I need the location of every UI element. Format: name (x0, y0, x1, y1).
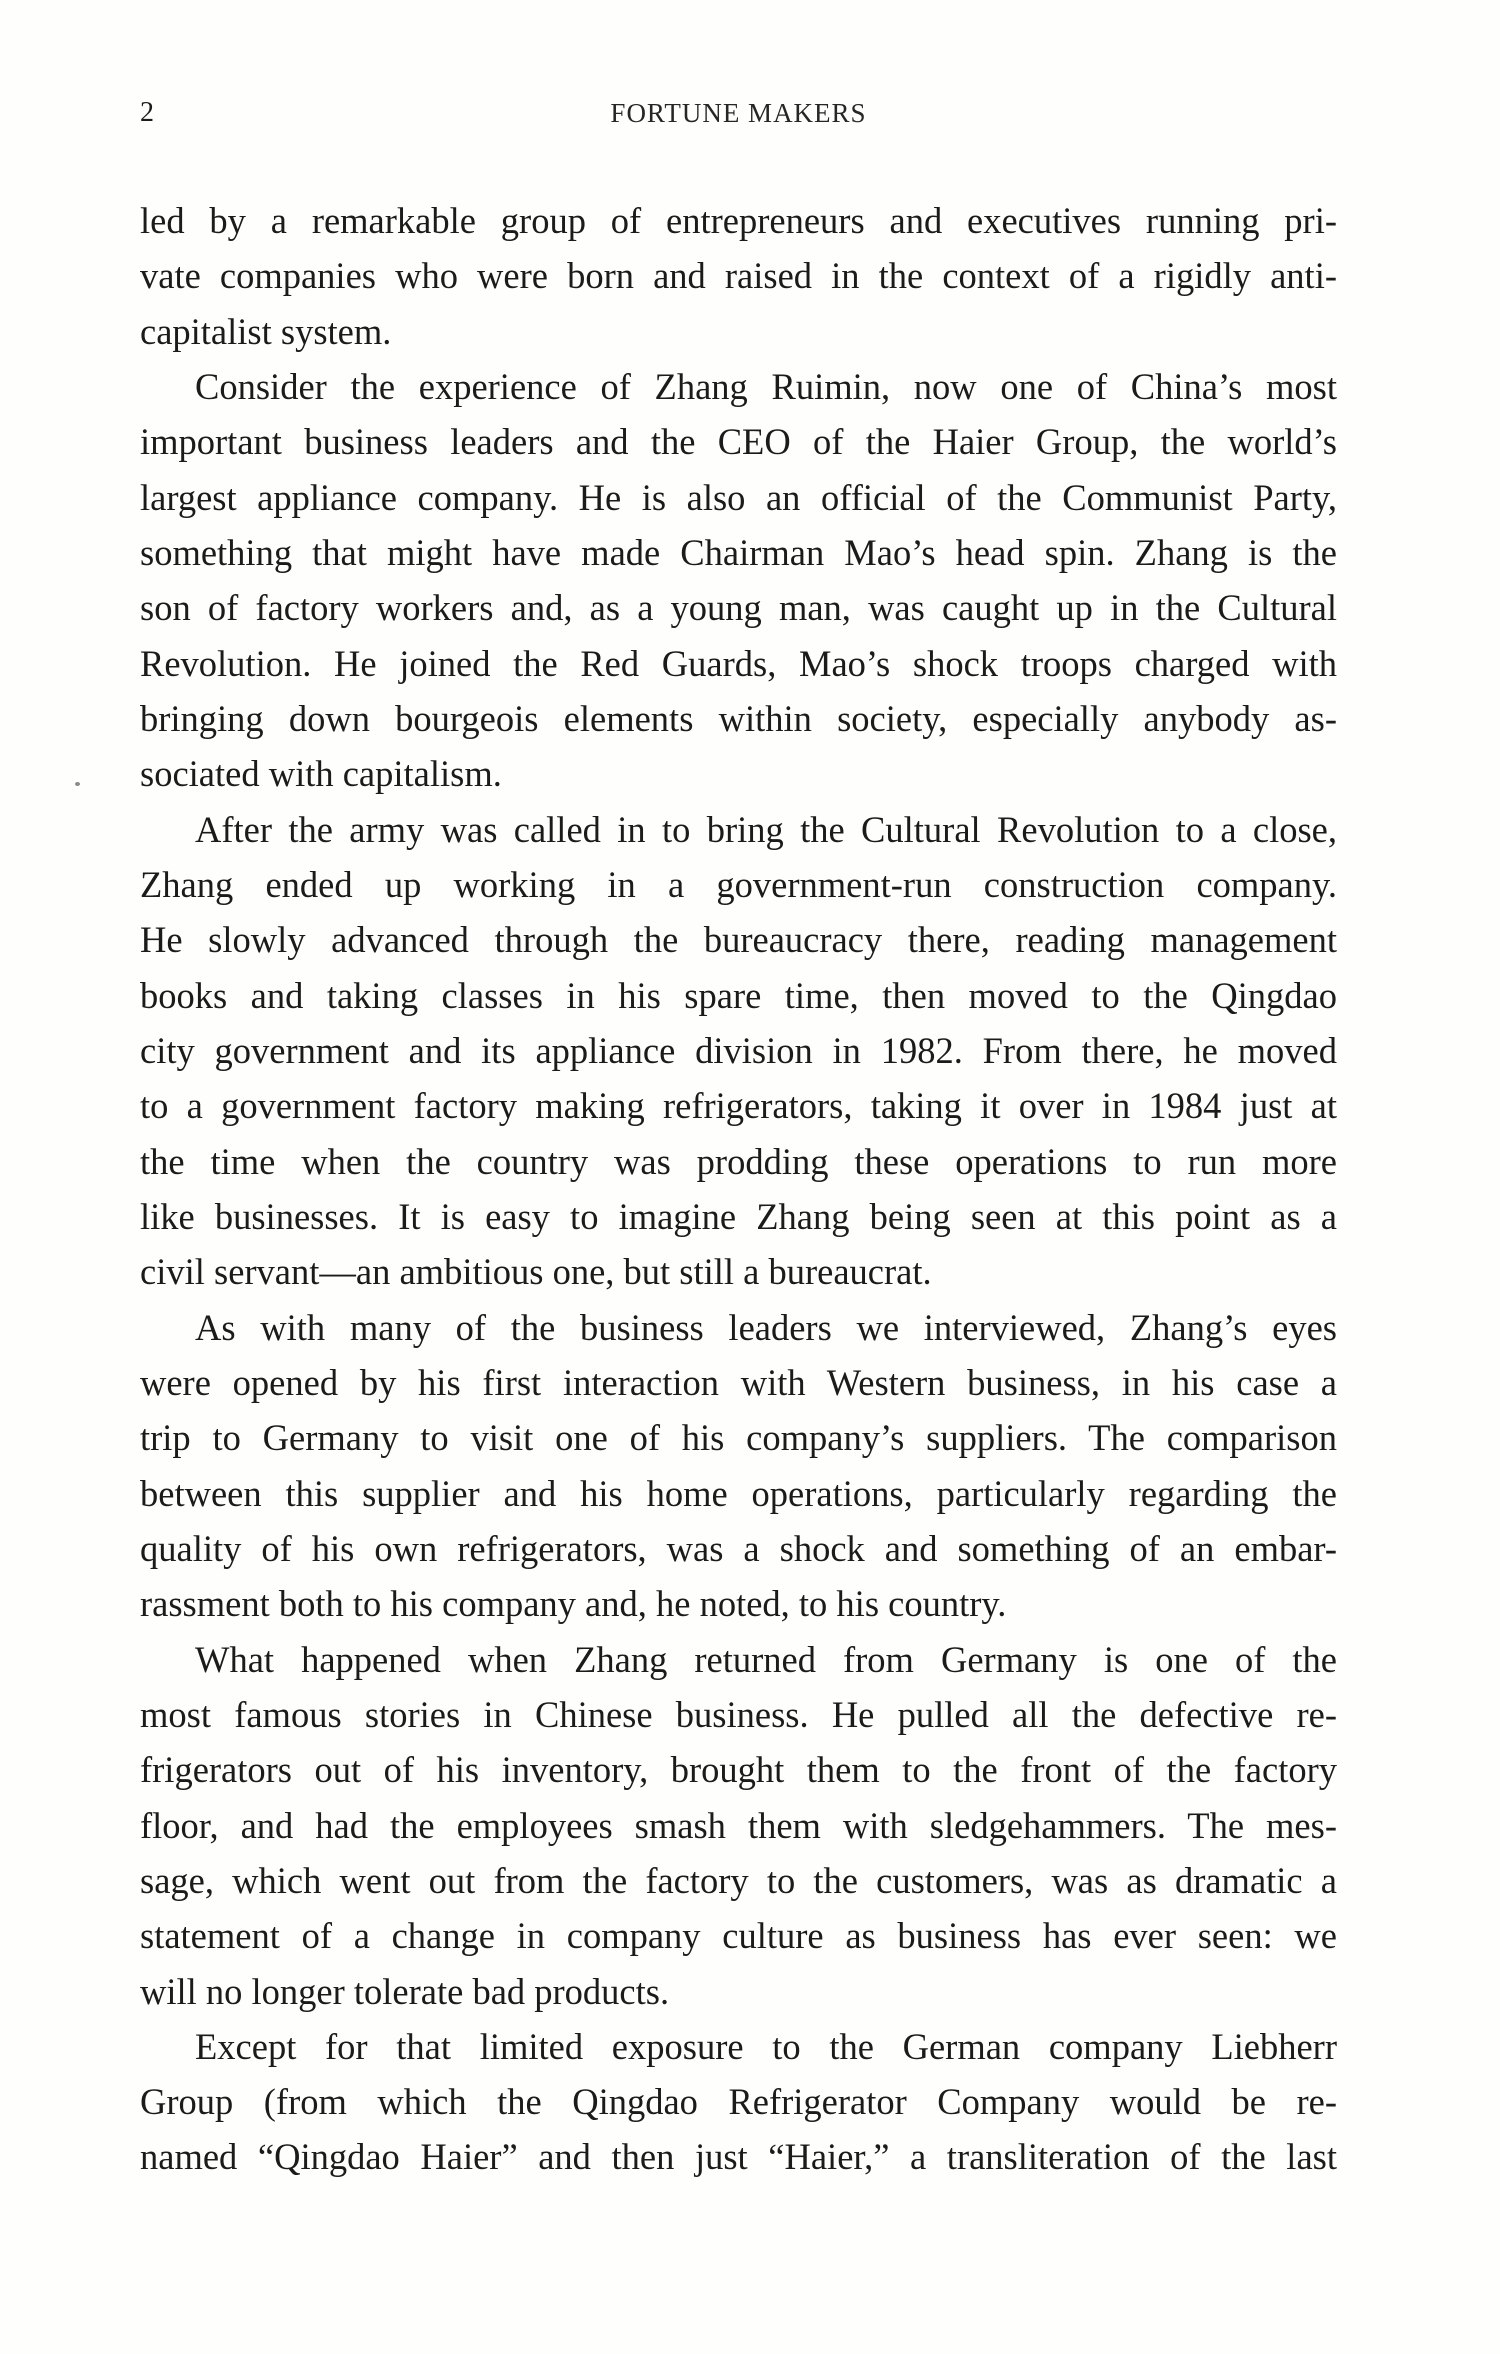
text-line: like businesses. It is easy to imagine Zhang being seen at this point as a (140, 1195, 1337, 1237)
running-head (140, 96, 1337, 130)
text-line: Zhang ended up working in a government-run construction company. (140, 863, 1337, 905)
text-line: After the army was called in to bring the Cultural Revolution to a close, (195, 808, 1337, 850)
text-line: trip to Germany to visit one of his company’s suppliers. The comparison (140, 1417, 1337, 1459)
paragraph (140, 1300, 1337, 1632)
page-number: 2 (140, 97, 154, 128)
text-line: the time when the country was prodding these operations to run more (140, 1140, 1337, 1182)
text-line: rassment both to his company and, he noted, to his country. (140, 1583, 1007, 1625)
text-line: Consider the experience of Zhang Ruimin, now one of China’s most (195, 365, 1337, 407)
text-line: will no longer tolerate bad products. (140, 1970, 670, 2012)
text-line: frigerators out of his inventory, brought them to the front of the factory (140, 1749, 1337, 1791)
text-line: son of factory workers and, as a young man, was caught up in the Cultural (140, 587, 1337, 629)
text-line: floor, and had the employees smash them with sledgehammers. The mes- (140, 1804, 1337, 1846)
text-line: bringing down bourgeois elements within society, especially anybody as- (140, 697, 1337, 739)
text-line: were opened by his first interaction with Western business, in his case a (140, 1361, 1337, 1403)
text-line: capitalist system. (140, 310, 392, 352)
text-line: quality of his own refrigerators, was a shock and something of an embar- (140, 1527, 1337, 1569)
text-line: What happened when Zhang returned from Germany is one of the (195, 1638, 1337, 1680)
text-line: vate companies who were born and raised in the context of a rigidly anti- (140, 255, 1337, 297)
text-line: to a government factory making refrigerators, taking it over in 1984 just at (140, 1085, 1337, 1127)
running-title: FORTUNE MAKERS (610, 98, 867, 128)
text-line: books and taking classes in his spare time, then moved to the Qingdao (140, 974, 1337, 1016)
text-line: Group (from which the Qingdao Refrigerator Company would be re- (140, 2081, 1337, 2123)
paragraph (140, 193, 1337, 359)
text-line: He slowly advanced through the bureaucracy there, reading management (140, 919, 1337, 961)
text-line: between this supplier and his home operations, particularly regarding the (140, 1472, 1337, 1514)
text-line: important business leaders and the CEO of the Haier Group, the world’s (140, 421, 1337, 463)
text-line: most famous stories in Chinese business. He pulled all the defective re- (140, 1693, 1337, 1735)
text-line: sociated with capitalism. (140, 753, 502, 795)
paragraph (140, 1632, 1337, 2019)
paragraph (140, 359, 1337, 802)
text-line: Revolution. He joined the Red Guards, Mao’s shock troops charged with (140, 642, 1337, 684)
body-text (140, 193, 1337, 2185)
text-line: largest appliance company. He is also an official of the Communist Party, (140, 476, 1337, 518)
paragraph (140, 2019, 1337, 2185)
paragraph (140, 802, 1337, 1300)
text-line: statement of a change in company culture as business has ever seen: we (140, 1915, 1337, 1957)
scan-speck (75, 782, 80, 786)
text-line: named “Qingdao Haier” and then just “Haier,” a transliteration of the last (140, 2136, 1337, 2178)
text-line: led by a remarkable group of entrepreneurs and executives running pri- (140, 200, 1337, 241)
text-line: city government and its appliance division in 1982. From there, he moved (140, 1029, 1337, 1071)
text-line: sage, which went out from the factory to the customers, was as dramatic a (140, 1859, 1337, 1901)
text-line: Except for that limited exposure to the German company Liebherr (195, 2025, 1337, 2067)
text-line: something that might have made Chairman Mao’s head spin. Zhang is the (140, 531, 1337, 573)
text-line: civil servant—an ambitious one, but still a bureaucrat. (140, 1251, 932, 1293)
text-line: As with many of the business leaders we interviewed, Zhang’s eyes (195, 1306, 1337, 1348)
